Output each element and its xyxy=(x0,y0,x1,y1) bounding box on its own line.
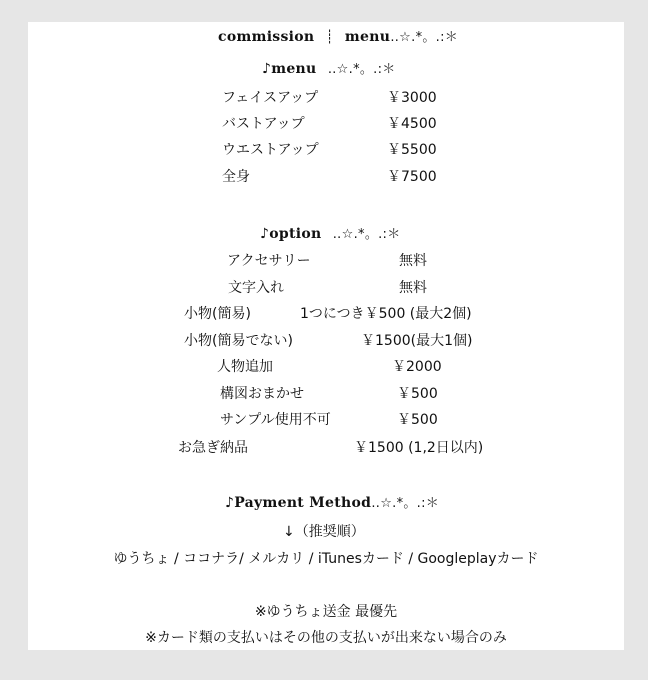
option-item-price: ￥1500(最大1個) xyxy=(361,333,473,349)
menu-heading xyxy=(262,60,396,79)
title-decoration: ‥☆.*。.:＊ xyxy=(390,30,459,45)
payment-heading-decoration: ‥☆.*。.:＊ xyxy=(371,496,440,511)
option-item-name: 構図おまかせ xyxy=(220,386,304,402)
menu-item-price: ￥4500 xyxy=(387,116,437,132)
title-commission: commission xyxy=(218,29,315,45)
option-item-price: ￥2000 xyxy=(392,359,442,375)
option-item-price: 1つにつき￥500 (最大2個) xyxy=(300,306,472,322)
option-item-name: 人物追加 xyxy=(217,359,273,375)
option-item-price: 無料 xyxy=(399,253,427,269)
payment-note-priority: ※ゆうちょ送金 最優先 xyxy=(254,604,398,620)
option-heading-decoration: ‥☆.*。.:＊ xyxy=(332,227,401,242)
option-heading xyxy=(260,225,401,244)
payment-note-cards: ※カード類の支払いはその他の支払いが出来ない場合のみ xyxy=(145,630,507,646)
menu-item-name: 全身 xyxy=(222,169,250,185)
payment-heading-label: ♪Payment Method xyxy=(225,495,372,511)
payment-recommend-note: ↓（推奨順） xyxy=(283,524,365,540)
menu-item-name: ウエストアップ xyxy=(222,142,319,158)
page-title xyxy=(218,28,458,47)
menu-item-price: ￥5500 xyxy=(387,142,437,158)
menu-item-price: ￥3000 xyxy=(387,90,437,106)
option-item-price: ￥1500 (1,2日以内) xyxy=(354,440,484,456)
menu-item-name: フェイスアップ xyxy=(222,90,319,106)
payment-methods: ゆうちょ / ココナラ/ メルカリ / iTunesカード / Googleplayカード xyxy=(113,551,539,567)
title-menu: menu xyxy=(344,29,391,45)
commission-sheet xyxy=(28,22,624,650)
payment-heading xyxy=(225,494,439,513)
option-item-name: アクセサリー xyxy=(227,253,311,269)
option-item-price: ￥500 xyxy=(397,412,438,428)
option-heading-label: ♪option xyxy=(260,226,322,242)
option-item-name: お急ぎ納品 xyxy=(178,440,248,456)
menu-heading-label: ♪menu xyxy=(262,61,317,77)
option-item-price: 無料 xyxy=(399,280,427,296)
option-item-price: ￥500 xyxy=(397,386,438,402)
option-item-name: 小物(簡易) xyxy=(184,306,251,322)
option-item-name: サンプル使用不可 xyxy=(220,412,331,428)
option-item-name: 文字入れ xyxy=(228,280,284,296)
option-item-name: 小物(簡易でない) xyxy=(184,333,293,349)
menu-item-price: ￥7500 xyxy=(387,169,437,185)
menu-item-name: バストアップ xyxy=(222,116,305,132)
title-separator: ┊ xyxy=(325,30,334,45)
menu-heading-decoration: ‥☆.*。.:＊ xyxy=(327,62,396,77)
